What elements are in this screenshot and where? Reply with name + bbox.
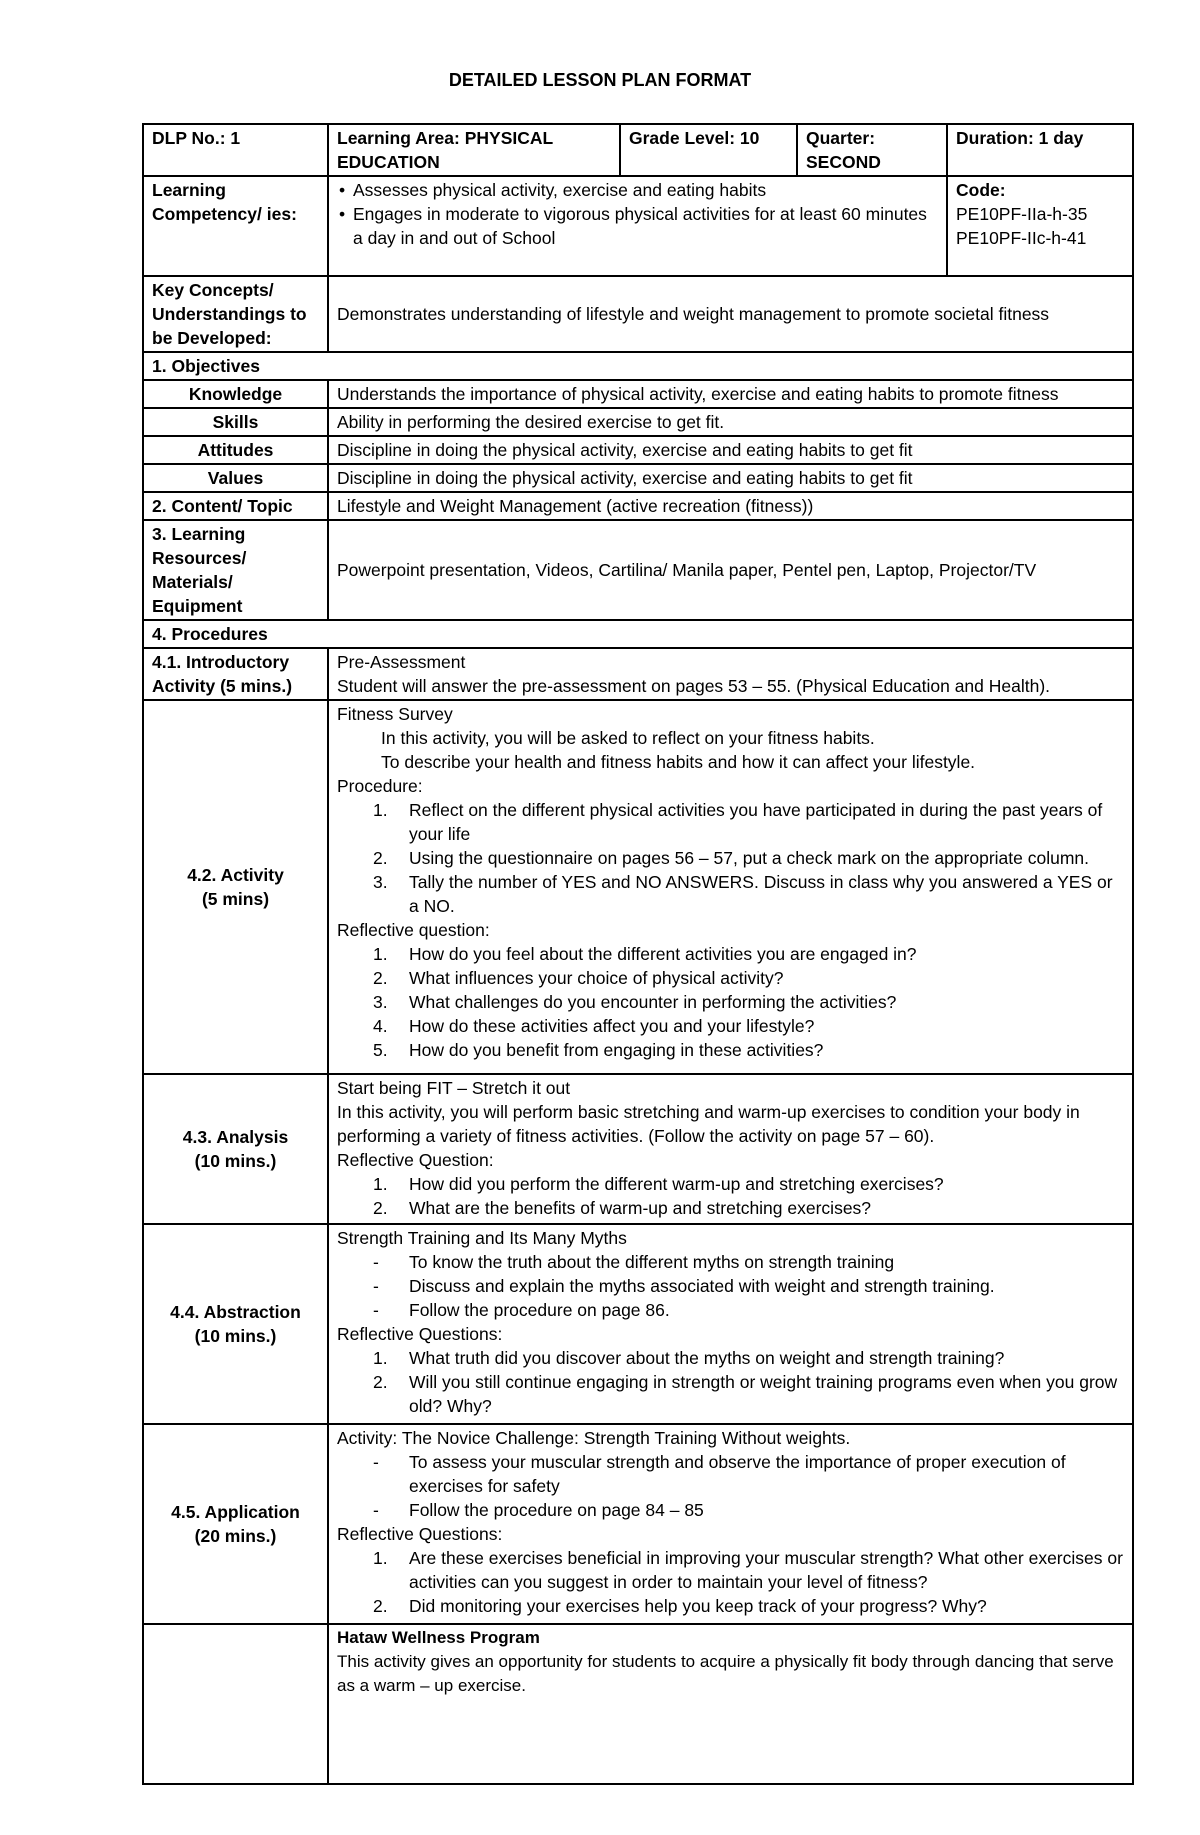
- list-item: 2. What influences your choice of physical activity?: [373, 968, 784, 988]
- content-label: 2. Content/ Topic: [143, 492, 328, 520]
- competency-codes: Code: PE10PF-IIa-h-35 PE10PF-IIc-h-41: [947, 176, 1133, 276]
- duration: Duration: 1 day: [947, 124, 1133, 176]
- list-item: 1. Reflect on the different physical activities you have participated in during the past years of your life: [373, 800, 1103, 844]
- key-concepts-text: Demonstrates understanding of lifestyle and weight management to promote societal fitness: [328, 276, 1133, 352]
- key-concepts-label: Key Concepts/ Understandings to be Developed:: [143, 276, 328, 352]
- objective-row: [143, 408, 1133, 436]
- list-item: 1. How did you perform the different warm-up and stretching exercises?: [373, 1174, 944, 1194]
- learning-area: Learning Area: PHYSICAL EDUCATION: [328, 124, 620, 176]
- list-item: 3. Tally the number of YES and NO ANSWERS. Discuss in class why you answered a YES or a NO.: [373, 872, 1113, 916]
- application-title: Activity: The Novice Challenge: Strength Training Without weights.: [337, 1428, 851, 1448]
- grade-level: Grade Level: 10: [620, 124, 797, 176]
- objective-label: Values: [143, 464, 328, 492]
- intro-activity-row: [143, 648, 1133, 700]
- list-item: - Follow the procedure on page 86.: [373, 1300, 670, 1320]
- page-title: DETAILED LESSON PLAN FORMAT: [448, 70, 752, 90]
- list-item: 2. Did monitoring your exercises help you keep track of your progress? Why?: [373, 1596, 987, 1616]
- list-item: 4. How do these activities affect you and your lifestyle?: [373, 1016, 815, 1036]
- list-item: - Discuss and explain the myths associated with weight and strength training.: [373, 1276, 995, 1296]
- quarter: Quarter: SECOND: [797, 124, 947, 176]
- competency-row: [143, 176, 1133, 276]
- wellness-row: [143, 1624, 1133, 1784]
- resources-text: Powerpoint presentation, Videos, Cartilina/ Manila paper, Pentel pen, Laptop, Projector/TV: [328, 520, 1133, 620]
- competency-list: [328, 176, 947, 276]
- objectives-heading: 1. Objectives: [143, 352, 1133, 380]
- list-item: 5. How do you benefit from engaging in these activities?: [373, 1040, 824, 1060]
- list-item: • Assesses physical activity, exercise and eating habits: [353, 178, 938, 202]
- objective-row: [143, 380, 1133, 408]
- objective-text: Understands the importance of physical activity, exercise and eating habits to promote fitness: [328, 380, 1133, 408]
- list-item: 2. What are the benefits of warm-up and stretching exercises?: [373, 1198, 872, 1218]
- key-concepts-row: [143, 276, 1133, 352]
- abstraction-title: Strength Training and Its Many Myths: [337, 1228, 627, 1248]
- procedures-heading: 4. Procedures: [143, 620, 1133, 648]
- activity-title: Fitness Survey: [337, 704, 453, 724]
- content-text: Lifestyle and Weight Management (active recreation (fitness)): [328, 492, 1133, 520]
- resources-row: [143, 520, 1133, 620]
- application-row: [143, 1424, 1133, 1624]
- code-value: PE10PF-IIa-h-35: [956, 204, 1088, 224]
- objectives-heading-row: [143, 352, 1133, 380]
- abstraction-row: [143, 1224, 1133, 1424]
- objective-row: [143, 436, 1133, 464]
- analysis-content: Start being FIT – Stretch it out In this activity, you will perform basic stretching and warm-up exercises to condition your body in performing a variety of fitness activities. (Follow the activity on page 57 – 60). Reflective Question: 1. How did you perform the different warm-up and stretching exercises? 2. What are the benefits of warm-up and stretching exercises?: [328, 1074, 1133, 1224]
- analysis-title: Start being FIT – Stretch it out: [337, 1078, 571, 1098]
- application-content: Activity: The Novice Challenge: Strength Training Without weights. - To assess your muscular strength and observe the importance of proper execution of exercises for safety - Follow the procedure on page 84 – 85 Reflective Questions: 1. Are these exercises beneficial in improving your muscular strength? What other exercises or activities can you suggest in order to maintain your level of fitness? 2. Did monitoring your exercises help you keep track of your progress? Why?: [328, 1424, 1133, 1624]
- list-item: - To know the truth about the different myths on strength training: [373, 1252, 895, 1272]
- lesson-plan-table: [142, 123, 1134, 1785]
- objective-row: [143, 464, 1133, 492]
- wellness-title: Hataw Wellness Program: [337, 1628, 540, 1647]
- procedures-heading-row: [143, 620, 1133, 648]
- dlp-number: DLP No.: 1: [143, 124, 328, 176]
- list-item: - Follow the procedure on page 84 – 85: [373, 1500, 704, 1520]
- wellness-label: [143, 1624, 328, 1784]
- objective-label: Attitudes: [143, 436, 328, 464]
- activity-content: Fitness Survey In this activity, you will be asked to reflect on your fitness habits. To describe your health and fitness habits and how it can affect your lifestyle. Procedure: 1. Reflect on the different physical activities you have participated in during the past years of your life 2. Using the questionnaire on pages 56 – 57, put a check mark on the appropriate column. 3. Tally the number of YES and NO ANSWERS. Discuss in class why you answered a YES or a NO. Reflective question: 1. How do you feel about the different activities you are engaged in? 2. What influences your choice of physical activity? 3. What challenges do you encounter in performing the activities? 4. How do these activities affect you and your lifestyle? 5. How do you benefit from engaging in these activities?: [328, 700, 1133, 1074]
- code-value: PE10PF-IIc-h-41: [956, 228, 1087, 248]
- list-item: - To assess your muscular strength and observe the importance of proper execution of exercises for safety: [373, 1452, 1066, 1496]
- header-row: [143, 124, 1133, 176]
- list-item: 2. Using the questionnaire on pages 56 – 57, put a check mark on the appropriate column.: [373, 848, 1090, 868]
- objective-text: Discipline in doing the physical activity, exercise and eating habits to get fit: [328, 436, 1133, 464]
- application-label: 4.5. Application (20 mins.): [143, 1424, 328, 1624]
- abstraction-label: 4.4. Abstraction (10 mins.): [143, 1224, 328, 1424]
- list-item: • Engages in moderate to vigorous physical activities for at least 60 minutes a day in and out of School: [353, 202, 938, 250]
- intro-activity-label: 4.1. Introductory Activity (5 mins.): [143, 648, 328, 700]
- content-row: [143, 492, 1133, 520]
- analysis-row: [143, 1074, 1133, 1224]
- list-item: 2. Will you still continue engaging in strength or weight training programs even when you grow old? Why?: [373, 1372, 1118, 1416]
- objective-text: Discipline in doing the physical activity, exercise and eating habits to get fit: [328, 464, 1133, 492]
- objective-label: Skills: [143, 408, 328, 436]
- activity-row: [143, 700, 1133, 1074]
- list-item: 1. How do you feel about the different activities you are engaged in?: [373, 944, 917, 964]
- abstraction-content: Strength Training and Its Many Myths - To know the truth about the different myths on strength training - Discuss and explain the myths associated with weight and strength training. - Follow the procedure on page 86. Reflective Questions: 1. What truth did you discover about the myths on weight and strength training? 2. Will you still continue engaging in strength or weight training programs even when you grow old? Why?: [328, 1224, 1133, 1424]
- list-item: 3. What challenges do you encounter in performing the activities?: [373, 992, 897, 1012]
- list-item: 1. Are these exercises beneficial in improving your muscular strength? What other exercises or activities can you suggest in order to maintain your level of fitness?: [373, 1548, 1123, 1592]
- objective-label: Knowledge: [143, 380, 328, 408]
- intro-activity-text: Pre-Assessment Student will answer the pre-assessment on pages 53 – 55. (Physical Education and Health).: [328, 648, 1133, 700]
- competency-label: Learning Competency/ ies:: [143, 176, 328, 276]
- wellness-content: Hataw Wellness Program This activity gives an opportunity for students to acquire a physically fit body through dancing that serve as a warm – up exercise.: [328, 1624, 1133, 1784]
- resources-label: 3. Learning Resources/ Materials/ Equipment: [143, 520, 328, 620]
- analysis-label: 4.3. Analysis (10 mins.): [143, 1074, 328, 1224]
- list-item: 1. What truth did you discover about the myths on weight and strength training?: [373, 1348, 1005, 1368]
- activity-label: 4.2. Activity (5 mins): [143, 700, 328, 1074]
- objective-text: Ability in performing the desired exercise to get fit.: [328, 408, 1133, 436]
